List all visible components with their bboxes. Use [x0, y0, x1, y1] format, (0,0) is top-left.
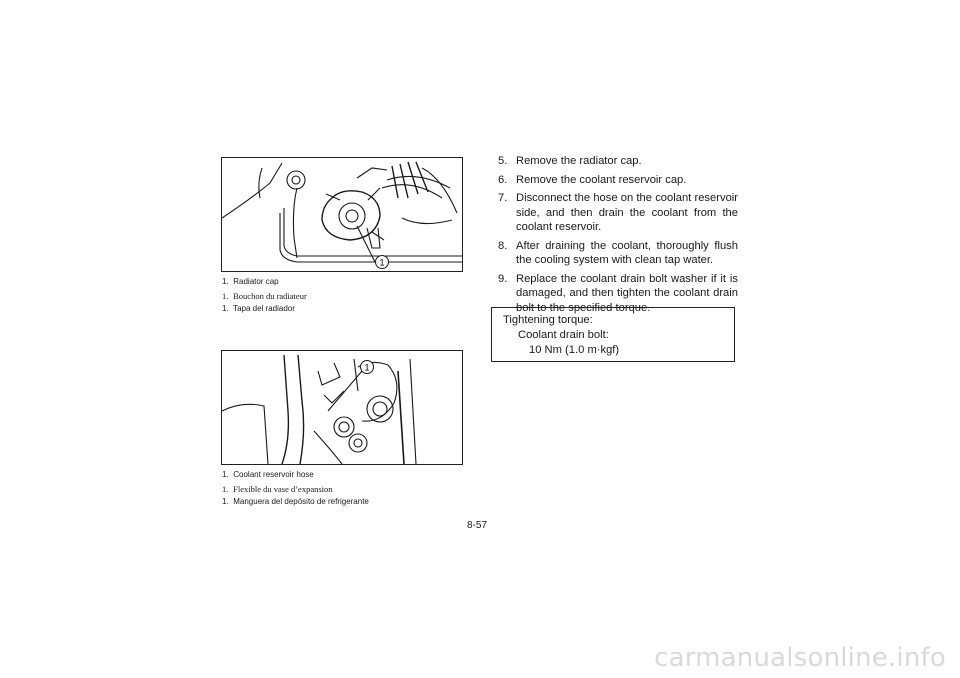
- torque-value: 10 Nm (1.0 m·kgf): [529, 344, 620, 356]
- figure-1-captions: [222, 277, 472, 318]
- step-5: 5. Remove the radiator cap.: [498, 155, 642, 167]
- coolant-reservoir-hose-illustration: [221, 350, 463, 465]
- page-number: 8-57: [467, 520, 488, 531]
- caption-fr: 1. Bouchon du radiateur: [222, 290, 307, 301]
- radiator-cap-drawing: [222, 158, 462, 271]
- caption-fr: 1. Flexible du vase d’expansion: [222, 483, 333, 494]
- procedure-steps: [498, 154, 738, 319]
- torque-item: Coolant drain bolt:: [518, 329, 609, 341]
- torque-heading: Tightening torque:: [503, 314, 593, 326]
- step-7: 7. Disconnect the hose on the coolant reservoir side, and then drain the coolant from the coolant reservoir.: [498, 192, 738, 233]
- caption-en: 1. Radiator cap: [222, 277, 279, 286]
- figure-2-captions: [222, 470, 472, 511]
- tightening-torque-box: [491, 307, 735, 362]
- reservoir-hose-drawing: [222, 351, 462, 464]
- callout-number: 1: [379, 257, 385, 268]
- callout-number: 1: [364, 362, 370, 373]
- caption-es: 1. Manguera del depósito de refrigerante: [222, 497, 369, 506]
- radiator-cap-illustration: [221, 157, 463, 272]
- step-9: 9. Replace the coolant drain bolt washer if it is damaged, and then tighten the coolant drain bolt to the specified torque.: [498, 272, 738, 314]
- caption-es: 1. Tapa del radiador: [222, 304, 295, 313]
- caption-en: 1. Coolant reservoir hose: [222, 470, 314, 479]
- watermark: carmanualsonline.info: [654, 643, 946, 673]
- step-8: 8. After draining the coolant, thoroughly flush the cooling system with clean tap water.: [498, 239, 738, 266]
- step-6: 6. Remove the coolant reservoir cap.: [498, 173, 687, 186]
